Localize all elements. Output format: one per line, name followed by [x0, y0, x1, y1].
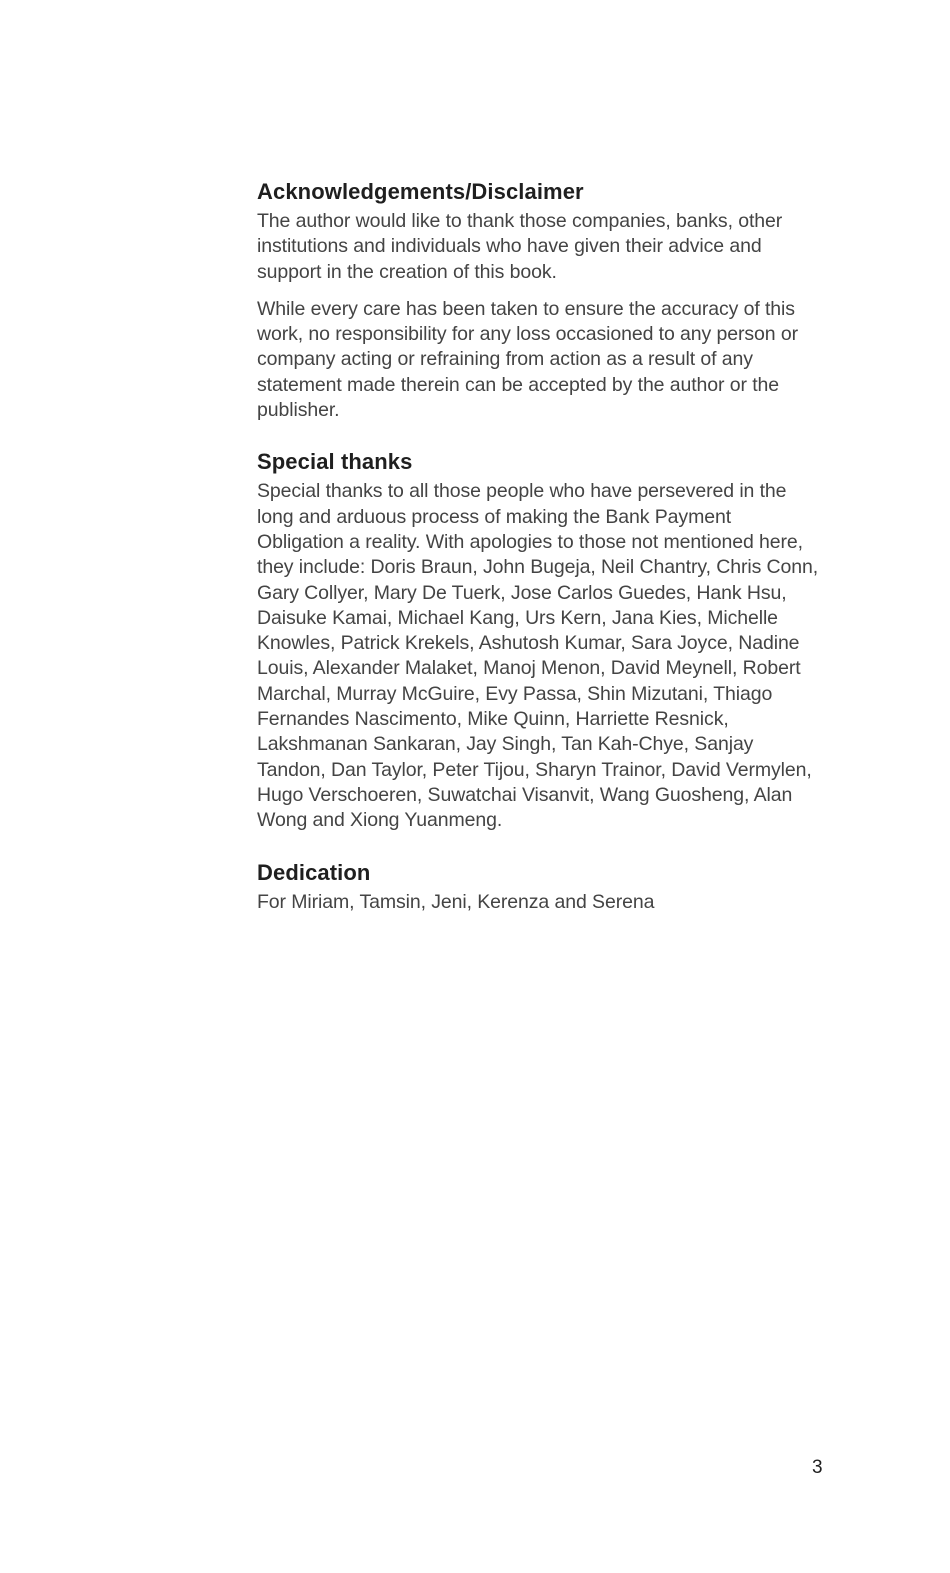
acknowledgements-paragraph: The author would like to thank those companies, banks, other institutions and individuals who have given their advice and support in the creation of this book.: [257, 210, 783, 283]
special-thanks-heading: Special thanks: [257, 449, 413, 475]
acknowledgements-section: [257, 178, 822, 423]
dedication-section: [257, 859, 822, 915]
special-thanks-section: [257, 448, 822, 833]
dedication-paragraph: For Miriam, Tamsin, Jeni, Kerenza and Serena: [257, 890, 655, 913]
disclaimer-paragraph: While every care has been taken to ensure the accuracy of this work, no responsibility for any loss occasioned to any person or company acting or refraining from action as a result of any statement made therein can be accepted by the author or the publisher.: [257, 297, 798, 422]
page-number: 3: [812, 1457, 823, 1478]
acknowledgements-heading: Acknowledgements/Disclaimer: [257, 179, 584, 204]
page-content: [257, 178, 822, 915]
dedication-heading: Dedication: [257, 859, 371, 885]
special-thanks-paragraph: Special thanks to all those people who have persevered in the long and arduous process of making the Bank Payment Obligation a reality. With apologies to those not mentioned here, they include: Doris Braun, John Bugeja, Neil Chantry, Chris Conn, Gary Collyer, Mary De Tuerk, Jose Carlos Guedes, Hank Hsu, Daisuke Kamai, Michael Kang, Urs Kern, Jana Kies, Michelle Knowles, Patrick Krekels, Ashutosh Kumar, Sara Joyce, Nadine Louis, Alexander Malaket, Manoj Menon, David Meynell, Robert Marchal, Murray McGuire, Evy Passa, Shin Mizutani, Thiago Fernandes Nascimento, Mike Quinn, Harriette Resnick, Lakshmanan Sankaran, Jay Singh, Tan Kah-Chye, Sanjay Tandon, Dan Taylor, Peter Tijou, Sharyn Trainor, David Vermylen, Hugo Verschoeren, Suwatchai Visanvit, Wang Guosheng, Alan Wong and Xiong Yuanmeng.: [257, 480, 819, 832]
